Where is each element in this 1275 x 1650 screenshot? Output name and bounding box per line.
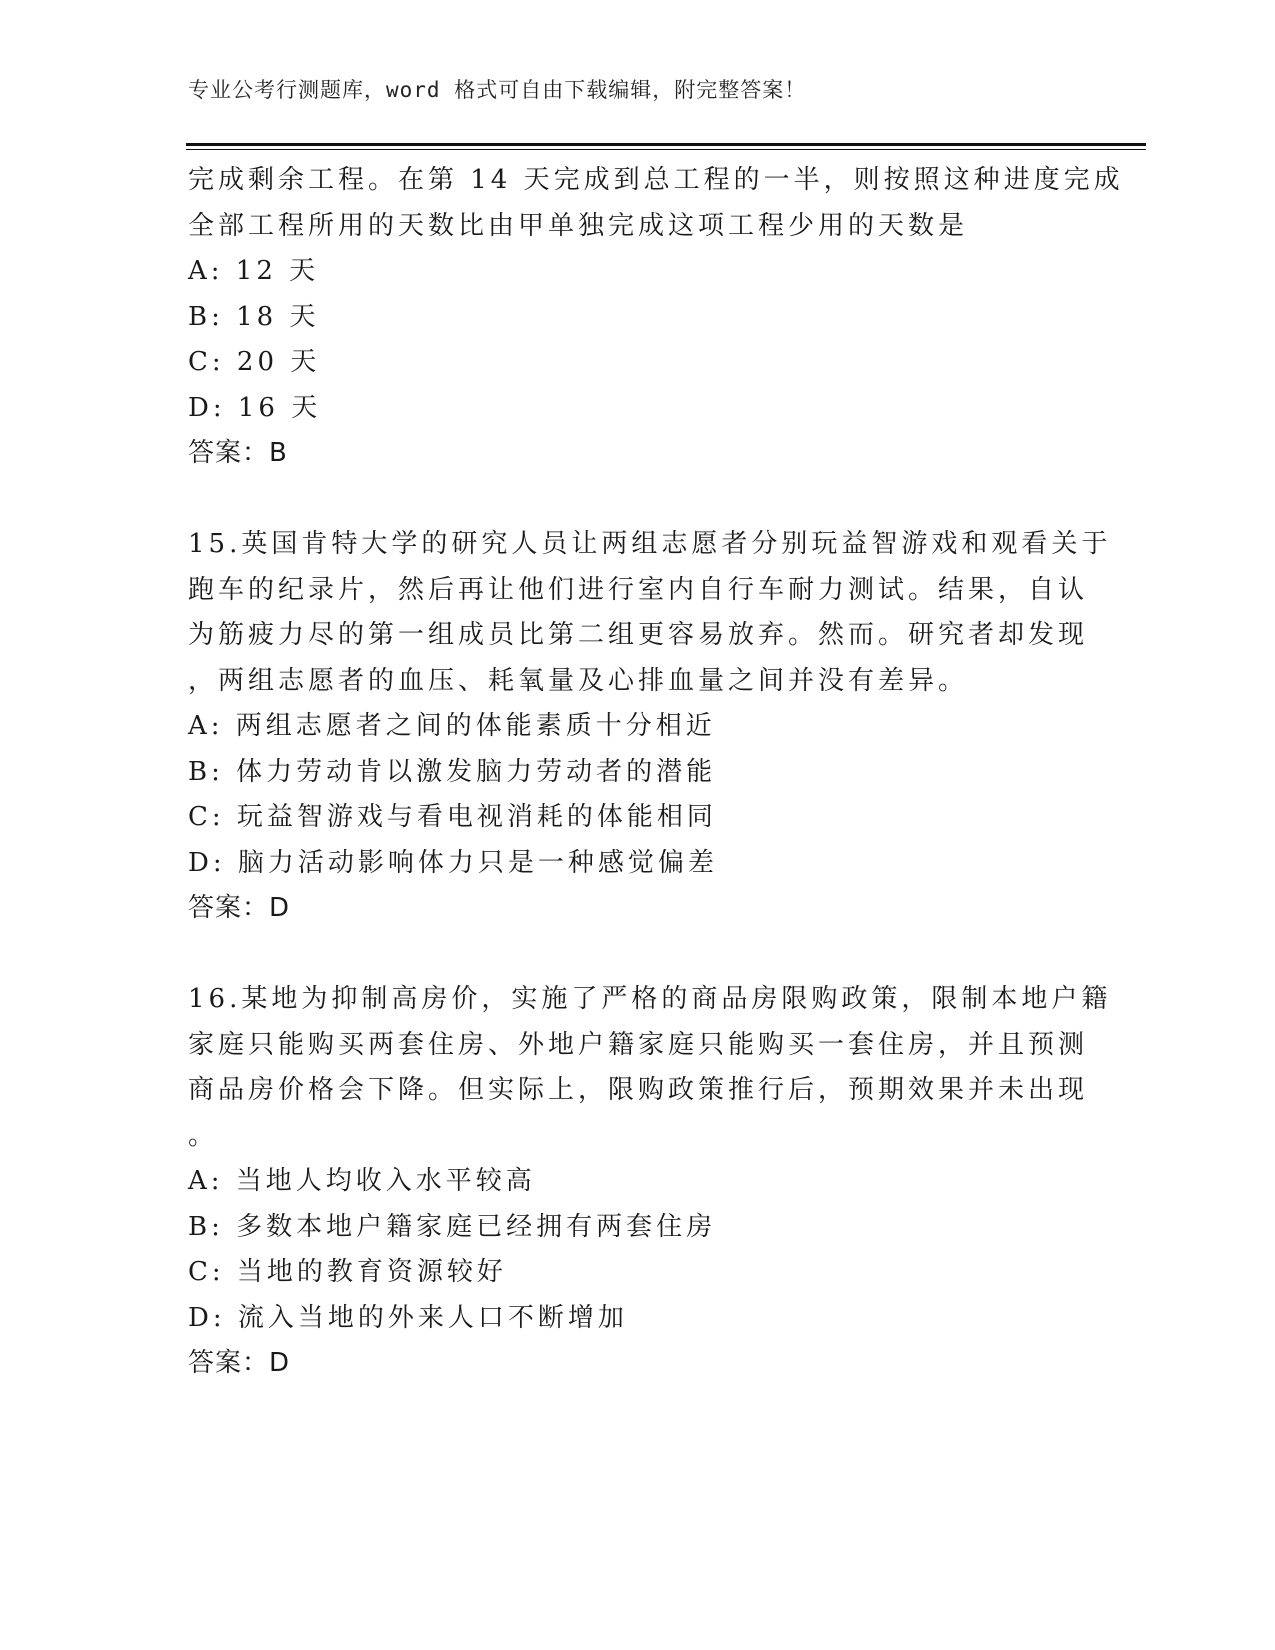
question-stem-line: 。 <box>188 1120 219 1151</box>
answer-line: 答案：D <box>188 1348 291 1378</box>
question-stem-line: 全部工程所用的天数比由甲单独完成这项工程少用的天数是 <box>188 210 969 241</box>
question-content <box>188 158 1124 1387</box>
option-b: B: 多数本地户籍家庭已经拥有两套住房 <box>188 1211 717 1242</box>
option-a: A: 两组志愿者之间的体能素质十分相近 <box>188 711 716 741</box>
header-rule-thin <box>186 149 1146 150</box>
page-header: 专业公考行测题库，word 格式可自由下载编辑，附完整答案！ <box>188 78 807 102</box>
answer-line: 答案：D <box>188 893 291 923</box>
option-d: D: 流入当地的外来人口不断增加 <box>188 1302 628 1333</box>
question-stem-line: 家庭只能购买两套住房、外地户籍家庭只能购买一套住房，并且预测 <box>188 1029 1089 1060</box>
question-15 <box>188 522 1112 932</box>
question-stem-line: 完成剩余工程。在第 14 天完成到总工程的一半，则按照这种进度完成 <box>188 165 1124 195</box>
question-stem-line: ，两组志愿者的血压、耗氧量及心排血量之间并没有差异。 <box>188 665 969 696</box>
spacer <box>188 477 1088 523</box>
question-16 <box>188 977 1112 1387</box>
question-stem-line: 16.某地为抑制高房价，实施了严格的商品房限购政策，限制本地户籍 <box>188 984 1112 1014</box>
option-b: B: 体力劳动肯以激发脑力劳动者的潜能 <box>188 756 717 787</box>
question-stem-line: 商品房价格会下降。但实际上，限购政策推行后，预期效果并未出现 <box>188 1075 1089 1105</box>
option-b: B: 18 天 <box>188 301 320 332</box>
option-d: D: 脑力活动影响体力只是一种感觉偏差 <box>188 847 718 878</box>
option-a: A: 12 天 <box>188 256 320 286</box>
answer-line: 答案：B <box>188 438 288 468</box>
option-c: C: 20 天 <box>188 347 321 377</box>
header-rule-thick <box>186 143 1146 146</box>
question-stem-line: 为筋疲力尽的第一组成员比第二组更容易放弃。然而。研究者却发现 <box>188 620 1089 650</box>
spacer <box>188 932 1088 978</box>
question-stem-line: 15.英国肯特大学的研究人员让两组志愿者分别玩益智游戏和观看关于 <box>188 529 1112 559</box>
option-d: D: 16 天 <box>188 392 322 423</box>
question-stem-line: 跑车的纪录片，然后再让他们进行室内自行车耐力测试。结果，自认 <box>188 574 1089 605</box>
option-c: C: 当地的教育资源较好 <box>188 1257 507 1287</box>
option-a: A: 当地人均收入水平较高 <box>188 1166 536 1196</box>
option-c: C: 玩益智游戏与看电视消耗的体能相同 <box>188 802 717 832</box>
question-14 <box>188 158 1124 477</box>
